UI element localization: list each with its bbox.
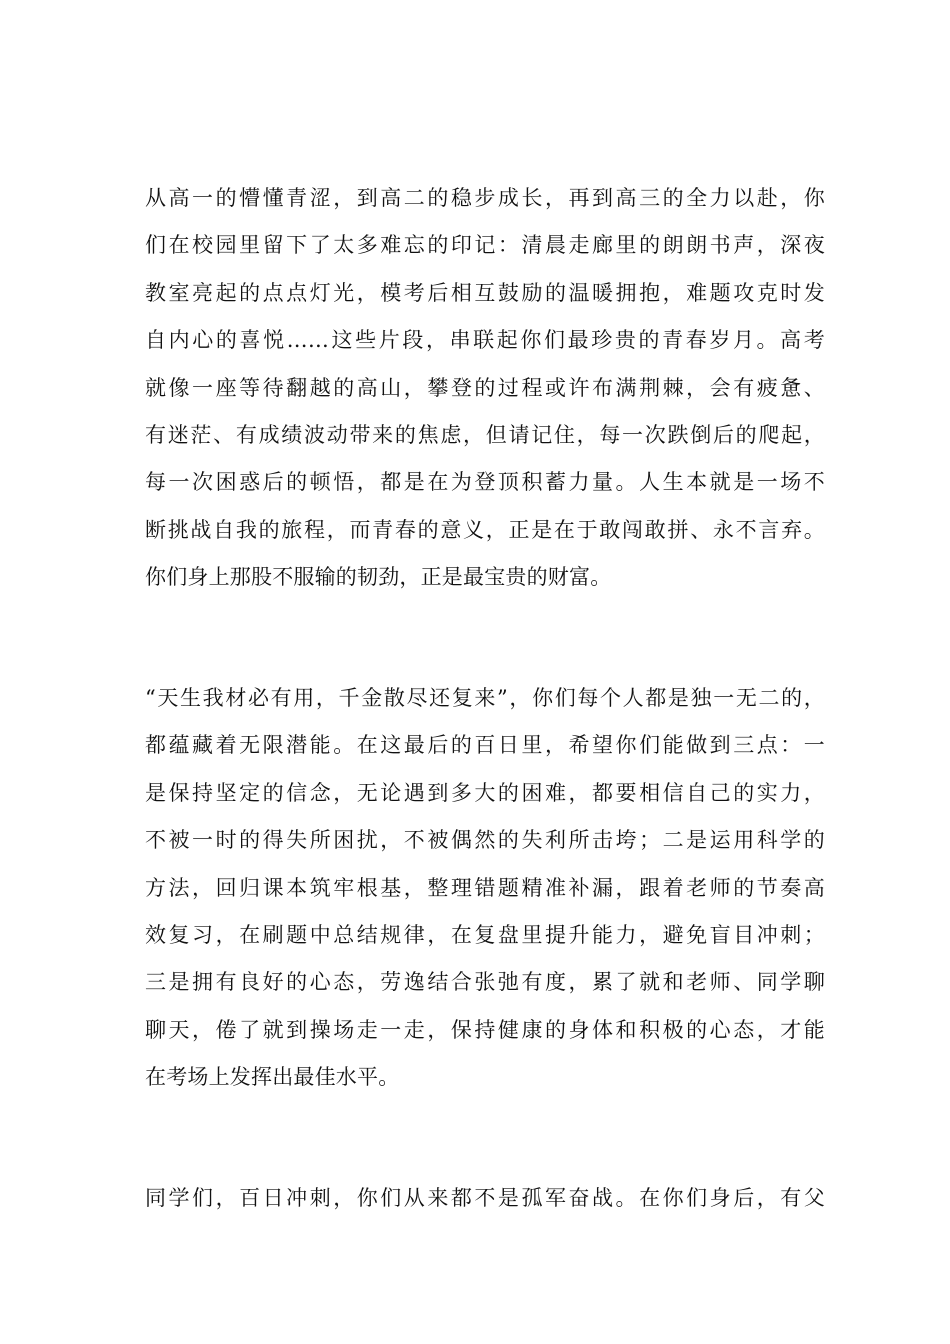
paragraph-3	[145, 1175, 825, 1222]
text-line: 教室亮起的点点灯光，模考后相互鼓励的温暖拥抱，难题攻克时发	[145, 280, 825, 305]
text-line: 聊天，倦了就到操场走一走，保持健康的身体和积极的心态，才能	[145, 1017, 825, 1042]
text-line: 方法，回归课本筑牢根基，整理错题精准补漏，跟着老师的节奏高	[145, 875, 825, 900]
text-line: 从高一的懵懂青涩，到高二的稳步成长，再到高三的全力以赴，你	[145, 186, 825, 210]
text-line: 在考场上发挥出最佳水平。	[145, 1065, 400, 1090]
text-line: “天生我材必有用，千金散尽还复来”，你们每个人都是独一无二的，	[145, 686, 825, 710]
text-line: 自内心的喜悦……这些片段，串联起你们最珍贵的青春岁月。高考	[145, 328, 825, 353]
text-line: 你们身上那股不服输的韧劲，正是最宝贵的财富。	[145, 565, 612, 590]
text-line: 们在校园里留下了太多难忘的印记：清晨走廊里的朗朗书声，深夜	[145, 233, 825, 258]
text-line: 有迷茫、有成绩波动带来的焦虑，但请记住，每一次跌倒后的爬起，	[145, 422, 825, 447]
paragraph-1	[145, 175, 825, 602]
text-line: 三是拥有良好的心态，劳逸结合张弛有度，累了就和老师、同学聊	[145, 970, 825, 995]
paragraph-2	[145, 675, 825, 1102]
text-line: 每一次困惑后的顿悟，都是在为登顶积蓄力量。人生本就是一场不	[145, 470, 825, 495]
text-line: 不被一时的得失所困扰，不被偶然的失利所击垮；二是运用科学的	[145, 828, 825, 853]
text-line: 是保持坚定的信念，无论遇到多大的困难，都要相信自己的实力，	[145, 780, 825, 805]
text-line: 效复习，在刷题中总结规律，在复盘里提升能力，避免盲目冲刺；	[145, 922, 825, 947]
text-line: 都蕴藏着无限潜能。在这最后的百日里，希望你们能做到三点：一	[145, 733, 825, 758]
text-line: 断挑战自我的旅程，而青春的意义，正是在于敢闯敢拼、永不言弃。	[145, 517, 825, 542]
text-line: 同学们，百日冲刺，你们从来都不是孤军奋战。在你们身后，有父	[145, 1186, 825, 1210]
text-line: 就像一座等待翻越的高山，攀登的过程或许布满荆棘，会有疲惫、	[145, 375, 825, 400]
